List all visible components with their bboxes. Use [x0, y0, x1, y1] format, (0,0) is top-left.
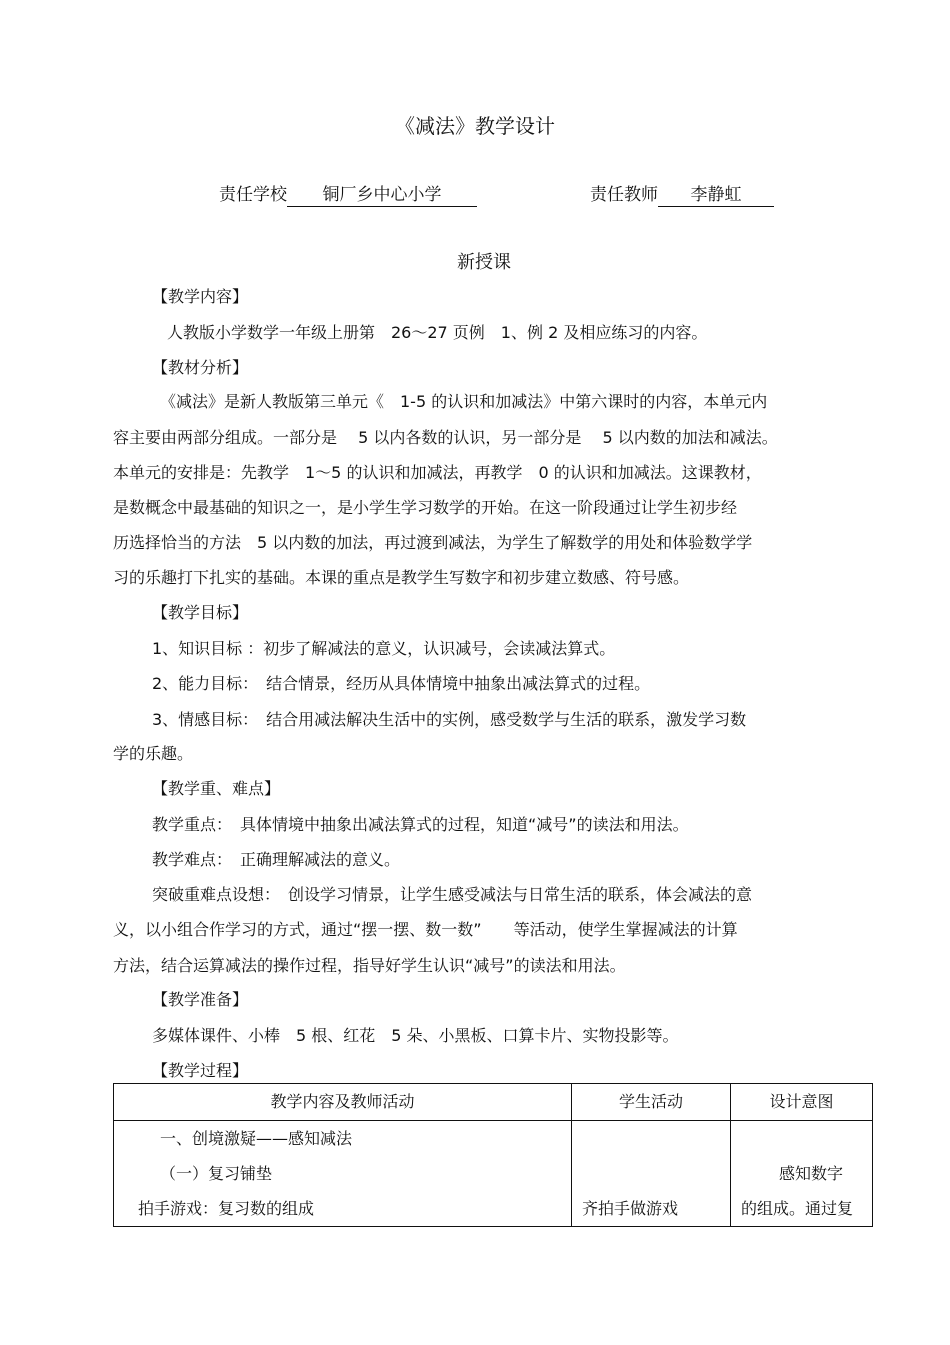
paragraph-line: 学的乐趣。 — [113, 744, 194, 763]
section-heading: 【教学目标】 — [152, 603, 249, 622]
column-header: 教学内容及教师活动 — [114, 1084, 572, 1121]
school-value: 铜厂乡中心小学 — [287, 180, 477, 207]
section-heading: 【教材分析】 — [152, 358, 249, 377]
paragraph-line: 人教版小学数学一年级上册第 26～27 页例 1、例 2 及相应练习的内容。 — [167, 323, 708, 342]
paragraph-line: 本单元的安排是：先教学 1～5 的认识和加减法，再教学 0 的认识和加减法。这课教材， — [113, 463, 762, 482]
section-heading: 【教学准备】 — [152, 990, 249, 1009]
paragraph-line: 教学难点： 正确理解减法的意义。 — [152, 850, 401, 869]
table-cell — [572, 1121, 731, 1227]
cell-line: 感知数字 — [779, 1164, 844, 1183]
table-row — [114, 1121, 873, 1227]
goal-item: 2、能力目标： 结合情景，经历从具体情境中抽象出减法算式的过程。 — [152, 674, 651, 693]
section-heading: 【教学内容】 — [152, 287, 249, 306]
school-field — [219, 180, 477, 207]
paragraph-line: 教学重点： 具体情境中抽象出减法算式的过程，知道“减号”的读法和用法。 — [152, 815, 689, 834]
process-table — [113, 1083, 873, 1227]
column-header: 设计意图 — [731, 1084, 873, 1121]
table-header-row — [114, 1084, 873, 1121]
school-label: 责任学校 — [219, 185, 287, 205]
paragraph-line: 习的乐趣打下扎实的基础。本课的重点是教学生写数字和初步建立数感、符号感。 — [113, 568, 690, 587]
goal-item: 3、情感目标： 结合用减法解决生活中的实例，感受数学与生活的联系，激发学习数 — [152, 710, 747, 729]
cell-line: 齐拍手做游戏 — [582, 1199, 679, 1218]
cell-line: 一、创境激疑——感知减法 — [160, 1129, 353, 1148]
cell-line: （一）复习铺垫 — [160, 1164, 273, 1183]
section-heading: 【教学重、难点】 — [152, 779, 281, 798]
teacher-value: 李静虹 — [658, 180, 774, 207]
paragraph-line: 突破重难点设想： 创设学习情景，让学生感受减法与日常生活的联系，体会减法的意 — [152, 885, 753, 904]
paragraph-line: 多媒体课件、小棒 5 根、红花 5 朵、小黑板、口算卡片、实物投影等。 — [152, 1026, 679, 1045]
paragraph-line: 是数概念中最基础的知识之一，是小学生学习数学的开始。在这一阶段通过让学生初步经 — [113, 498, 738, 517]
paragraph-line: 历选择恰当的方法 5 以内数的加法，再过渡到减法，为学生了解数学的用处和体验数学学 — [113, 533, 753, 552]
page-title: 《减法》教学设计 — [395, 114, 555, 138]
lesson-type: 新授课 — [457, 252, 511, 273]
paragraph-line: 方法，结合运算减法的操作过程，指导好学生认识“减号”的读法和用法。 — [113, 956, 626, 975]
paragraph-line: 容主要由两部分组成。一部分是 5 以内各数的认识，另一部分是 5 以内数的加法和减法。 — [113, 428, 778, 447]
section-heading: 【教学过程】 — [152, 1061, 249, 1080]
table-cell — [731, 1121, 873, 1227]
teacher-label: 责任教师 — [590, 185, 658, 205]
cell-line: 的组成。通过复 — [741, 1199, 854, 1218]
cell-line: 拍手游戏：复习数的组成 — [138, 1199, 315, 1218]
teacher-field — [590, 180, 774, 207]
goal-item: 1、知识目标 ：初步了解减法的意义，认识减号，会读减法算式。 — [152, 639, 616, 658]
column-header: 学生活动 — [572, 1084, 731, 1121]
table-cell — [114, 1121, 572, 1227]
paragraph-line: 义，以小组合作学习的方式，通过“摆一摆、数一数” 等活动，使学生掌握减法的计算 — [113, 920, 738, 939]
paragraph-line: 《减法》是新人教版第三单元《 1-5 的认识和加减法》中第六课时的内容，本单元内 — [160, 392, 768, 411]
